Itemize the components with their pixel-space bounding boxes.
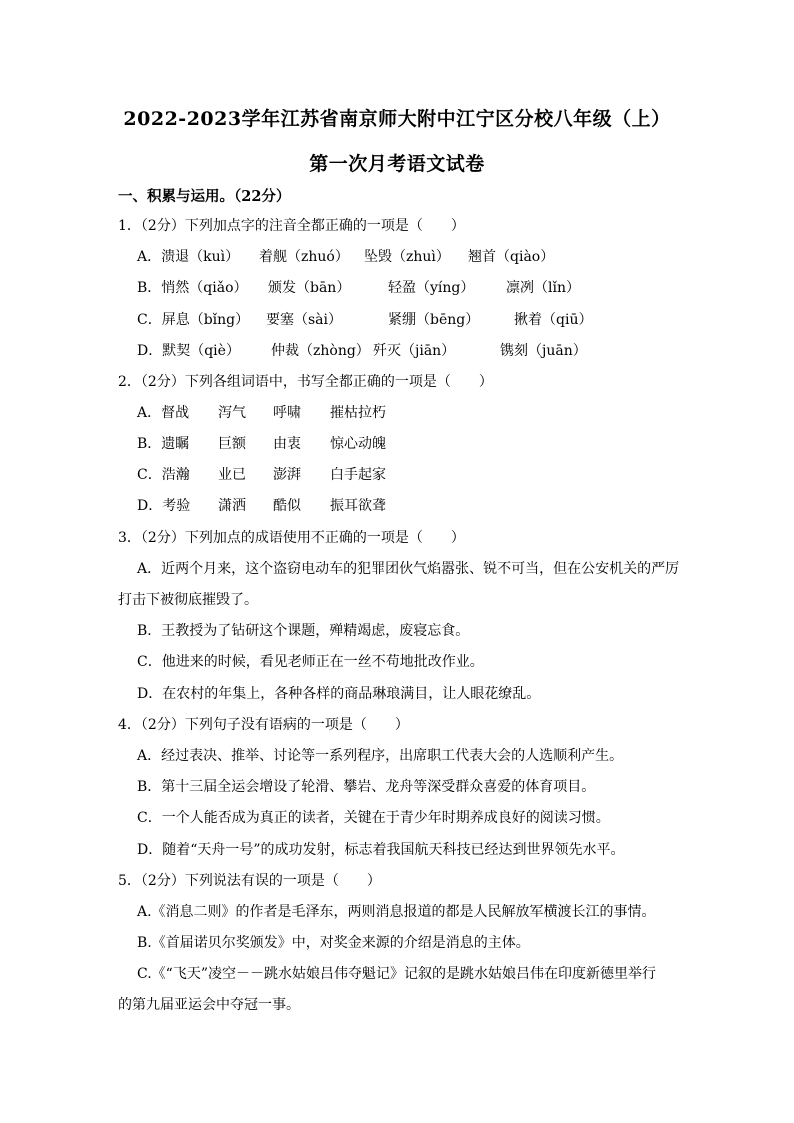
q5-option-c-continued: 的第九届亚运会中夺冠一事。	[118, 997, 300, 1013]
q1-option-d-2: 仲裁（zhòng）	[271, 343, 370, 359]
q2-option-d-1: D．考验	[137, 498, 191, 514]
q3-option-a-continued: 打击下被彻底摧毁了。	[118, 592, 258, 608]
q1-option-a-1: A．溃退（kuì）	[137, 249, 240, 265]
q2-option-d-2: 潇洒	[218, 498, 246, 514]
question-4-stem: 4．（2分）下列句子没有语病的一项是（ ）	[118, 717, 409, 733]
q2-option-b-3: 由衷	[273, 436, 301, 452]
question-5-stem: 5．（2分）下列说法有误的一项是（ ）	[118, 873, 381, 889]
q1-option-d-4: 镌刻（juān）	[500, 343, 587, 359]
section-heading: 一、积累与运用。（22分）	[118, 188, 291, 205]
q2-option-c-1: C．浩瀚	[137, 467, 190, 483]
q3-option-a: A．近两个月来，这个盗窃电动车的犯罪团伙气焰嚣张、锐不可当，但在公安机关的严厉	[137, 561, 680, 577]
q1-option-c-3: 紧绷（bēng）	[388, 312, 480, 328]
q2-option-a-3: 呼啸	[273, 405, 301, 421]
q4-option-c: C．一个人能否成为真正的读者，关键在于青少年时期养成良好的阅读习惯。	[137, 810, 610, 826]
q3-option-b: B．王教授为了钻研这个课题，殚精竭虑，废寝忘食。	[137, 623, 470, 639]
q5-option-c: C.《“飞天”凌空－－跳水姑娘吕伟夺魁记》记叙的是跳水姑娘吕伟在印度新德里举行	[137, 966, 656, 982]
q2-option-c-4: 白手起家	[330, 467, 386, 483]
q1-option-b-2: 颁发（bān）	[268, 280, 351, 296]
exam-title: 2022-2023学年江苏省南京师大附中江宁区分校八年级（上）	[123, 108, 671, 130]
q2-option-a-1: A．督战	[137, 405, 190, 421]
q1-option-b-1: B．悄然（qiǎo）	[137, 280, 248, 296]
q5-option-b: B.《首届诺贝尔奖颁发》中，对奖金来源的介绍是消息的主体。	[137, 935, 530, 951]
q2-option-c-2: 业已	[218, 467, 246, 483]
q4-option-d: D．随着“天舟一号”的成功发射，标志着我国航天科技已经达到世界领先水平。	[137, 842, 625, 858]
q4-option-b: B．第十三届全运会增设了轮滑、攀岩、龙舟等深受群众喜爱的体育项目。	[137, 779, 596, 795]
q1-option-a-4: 翘首（qiào）	[468, 249, 555, 265]
q2-option-b-1: B．遗瞩	[137, 436, 190, 452]
q1-option-c-4: 揪着（qiū）	[514, 312, 593, 328]
question-3-stem: 3．（2分）下列加点的成语使用不正确的一项是（ ）	[118, 530, 465, 546]
q2-option-b-2: 巨额	[218, 436, 246, 452]
q4-option-a: A．经过表决、推举、讨论等一系列程序，出席职工代表大会的人选顺利产生。	[137, 748, 624, 764]
q1-option-a-3: 坠毁（zhuì）	[364, 249, 450, 265]
q5-option-a: A.《消息二则》的作者是毛泽东，两则消息报道的都是人民解放军横渡长江的事情。	[137, 904, 656, 920]
q1-option-d-3: 歼灭（jiān）	[373, 343, 456, 359]
q3-option-d: D．在农村的年集上，各种各样的商品琳琅满目，让人眼花缭乱。	[137, 686, 541, 702]
q2-option-c-3: 澎湃	[273, 467, 301, 483]
q1-option-c-1: C．屏息（bǐng）	[137, 312, 250, 328]
q2-option-a-4: 摧枯拉朽	[330, 405, 386, 421]
q2-option-d-4: 振耳欲聋	[330, 498, 386, 514]
exam-subtitle: 第一次月考语文试卷	[309, 153, 485, 175]
question-2-stem: 2．（2分）下列各组词语中，书写全都正确的一项是（ ）	[118, 374, 493, 390]
question-1-stem: 1．（2分）下列加点字的注音全都正确的一项是（ ）	[118, 218, 465, 234]
q1-option-d-1: D．默契（qiè）	[137, 343, 240, 359]
q1-option-b-4: 凛冽（lǐn）	[506, 280, 580, 296]
q1-option-a-2: 着舰（zhuó）	[259, 249, 349, 265]
q2-option-a-2: 泻气	[218, 405, 246, 421]
q2-option-b-4: 惊心动魄	[330, 436, 386, 452]
q1-option-b-3: 轻盈（yíng）	[388, 280, 475, 296]
q3-option-c: C．他进来的时候，看见老师正在一丝不苟地批改作业。	[137, 654, 484, 670]
q1-option-c-2: 要塞（sài）	[266, 312, 343, 328]
q2-option-d-3: 酷似	[273, 498, 301, 514]
